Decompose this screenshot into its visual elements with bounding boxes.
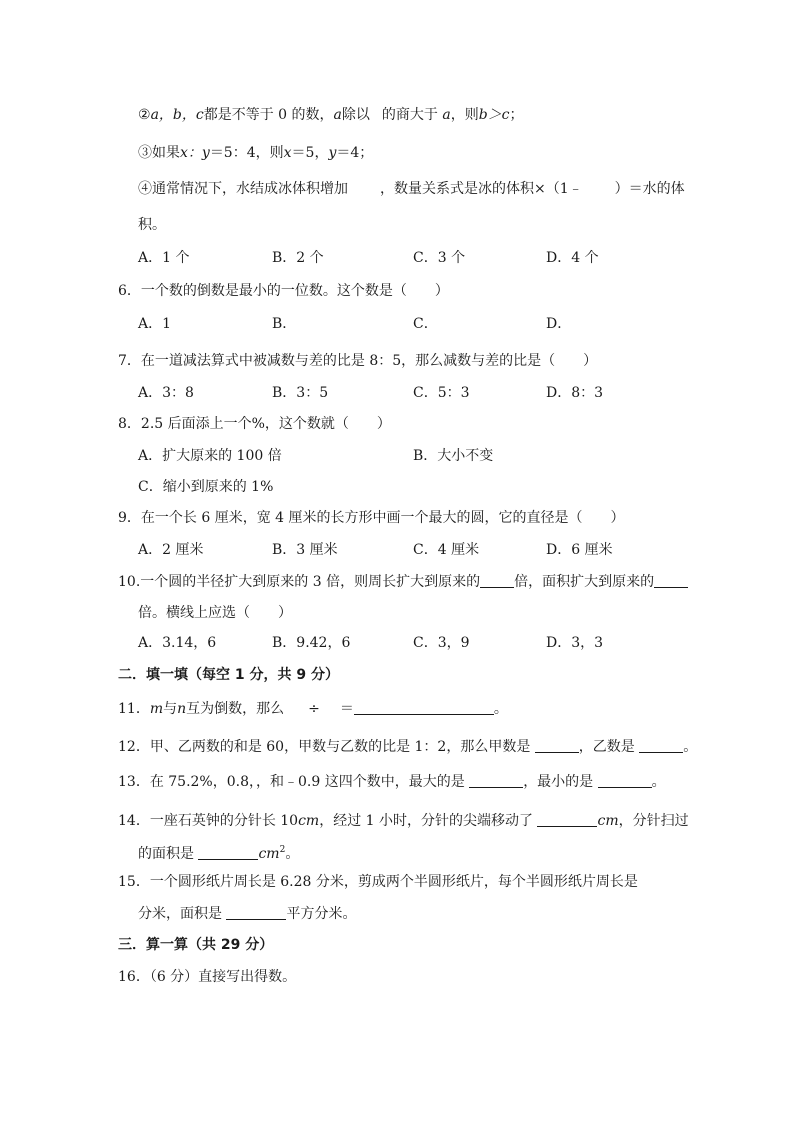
q6-option-c[interactable]: C． [413, 316, 438, 332]
q7-stem: 7．在一道减法算式中被减数与差的比是 8：5，那么减数与差的比是（ ） [118, 353, 598, 369]
q5-option-a[interactable]: A．1 个 [138, 250, 190, 266]
q6-option-b[interactable]: B． [272, 316, 297, 332]
q13-blank-2[interactable] [598, 773, 652, 788]
q7-option-d[interactable]: D．8：3 [546, 385, 604, 401]
q9-option-b[interactable]: B．3 厘米 [272, 542, 338, 558]
section-2-heading: 二．填一填（每空 1 分，共 9 分） [118, 667, 339, 683]
q10-stem: 10.一个圆的半径扩大到原来的 3 倍，则周长扩大到原来的 倍，面积扩大到原来的 [118, 573, 688, 591]
q10-option-a[interactable]: A．3.14，6 [138, 635, 217, 651]
q14-blank-2[interactable] [198, 845, 258, 860]
circle-number-2: ② [138, 107, 151, 123]
q9-stem: 9．在一个长 6 厘米，宽 4 厘米的长方形中画一个最大的圆，它的直径是（ ） [118, 510, 625, 526]
q10-option-d[interactable]: D．3，3 [546, 635, 604, 651]
q10-blank-1[interactable] [480, 573, 514, 588]
q6-stem: 6．一个数的倒数是最小的一位数。这个数是（ ） [118, 283, 449, 299]
q14-stem: 14．一座石英钟的分针长 10cm，经过 1 小时，分针的尖端移动了 cm，分针扫过 [118, 813, 689, 829]
q5-option-b[interactable]: B．2 个 [272, 250, 324, 266]
q11-answer-blank[interactable] [354, 700, 494, 715]
q9-option-d[interactable]: D．6 厘米 [546, 542, 613, 558]
q5-statement-2: ②a，b，c都是不等于 0 的数，a除以 的商大于 a，则b＞c； [138, 107, 524, 123]
q16-stem: 16．（6 分）直接写出得数。 [118, 969, 297, 985]
q14-blank-1[interactable] [537, 812, 597, 827]
q5-statement-4-cont: 积。 [138, 217, 166, 233]
q8-option-b[interactable]: B．大小不变 [413, 448, 494, 464]
circle-number-3: ③ [138, 145, 152, 161]
q9-option-c[interactable]: C．4 厘米 [413, 542, 480, 558]
q12-blank-2[interactable] [639, 738, 683, 753]
q10-blank-2[interactable] [654, 573, 688, 588]
q9-option-a[interactable]: A．2 厘米 [138, 542, 204, 558]
q7-option-b[interactable]: B．3：5 [272, 385, 329, 401]
q7-option-a[interactable]: A．3：8 [138, 385, 194, 401]
q5-statement-4: ④通常情况下，水结成冰体积增加 ，数量关系式是冰的体积×（1﹣ ）＝水的体 [138, 181, 685, 197]
q5-option-c[interactable]: C．3 个 [413, 250, 466, 266]
q15-stem: 15．一个圆形纸片周长是 6.28 分米，剪成两个半圆形纸片，每个半圆形纸片周长是 [118, 874, 638, 890]
q15-stem-cont: 分米，面积是 平方分米。 [138, 906, 357, 922]
q8-option-a[interactable]: A．扩大原来的 100 倍 [138, 448, 282, 464]
q8-option-c[interactable]: C．缩小到原来的 1% [138, 479, 274, 495]
q13-stem: 13．在 75.2%，0.8，，和﹣0.9 这四个数中，最大的是 ，最小的是 。 [118, 774, 666, 790]
q5-statement-3: ③如果x：y＝5：4，则x＝5，y＝4； [138, 145, 374, 161]
q12-blank-1[interactable] [535, 738, 579, 753]
q13-blank-1[interactable] [469, 773, 523, 788]
q10-option-b[interactable]: B．9.42，6 [272, 635, 351, 651]
q14-stem-cont: 的面积是 $cm^2$。 [138, 845, 300, 862]
q10-option-c[interactable]: C．3，9 [413, 635, 470, 651]
section-3-heading: 三．算一算（共 29 分） [118, 937, 274, 953]
q15-blank[interactable] [226, 905, 286, 920]
q8-stem: 8．2.5 后面添上一个%，这个数就（ ） [118, 416, 391, 432]
q6-option-a[interactable]: A．1 [138, 316, 172, 332]
q5-option-d[interactable]: D．4 个 [546, 250, 599, 266]
q12-stem: 12．甲、乙两数的和是 60，甲数与乙数的比是 1：2，那么甲数是 ，乙数是 。 [118, 739, 698, 755]
q7-option-c[interactable]: C．5：3 [413, 385, 470, 401]
q10-stem-cont: 倍。横线上应选（ ） [138, 605, 292, 621]
q6-option-d[interactable]: D． [546, 316, 572, 332]
q11-stem: 11．m与n互为倒数，那么 ÷ ＝ 。 [118, 701, 508, 717]
